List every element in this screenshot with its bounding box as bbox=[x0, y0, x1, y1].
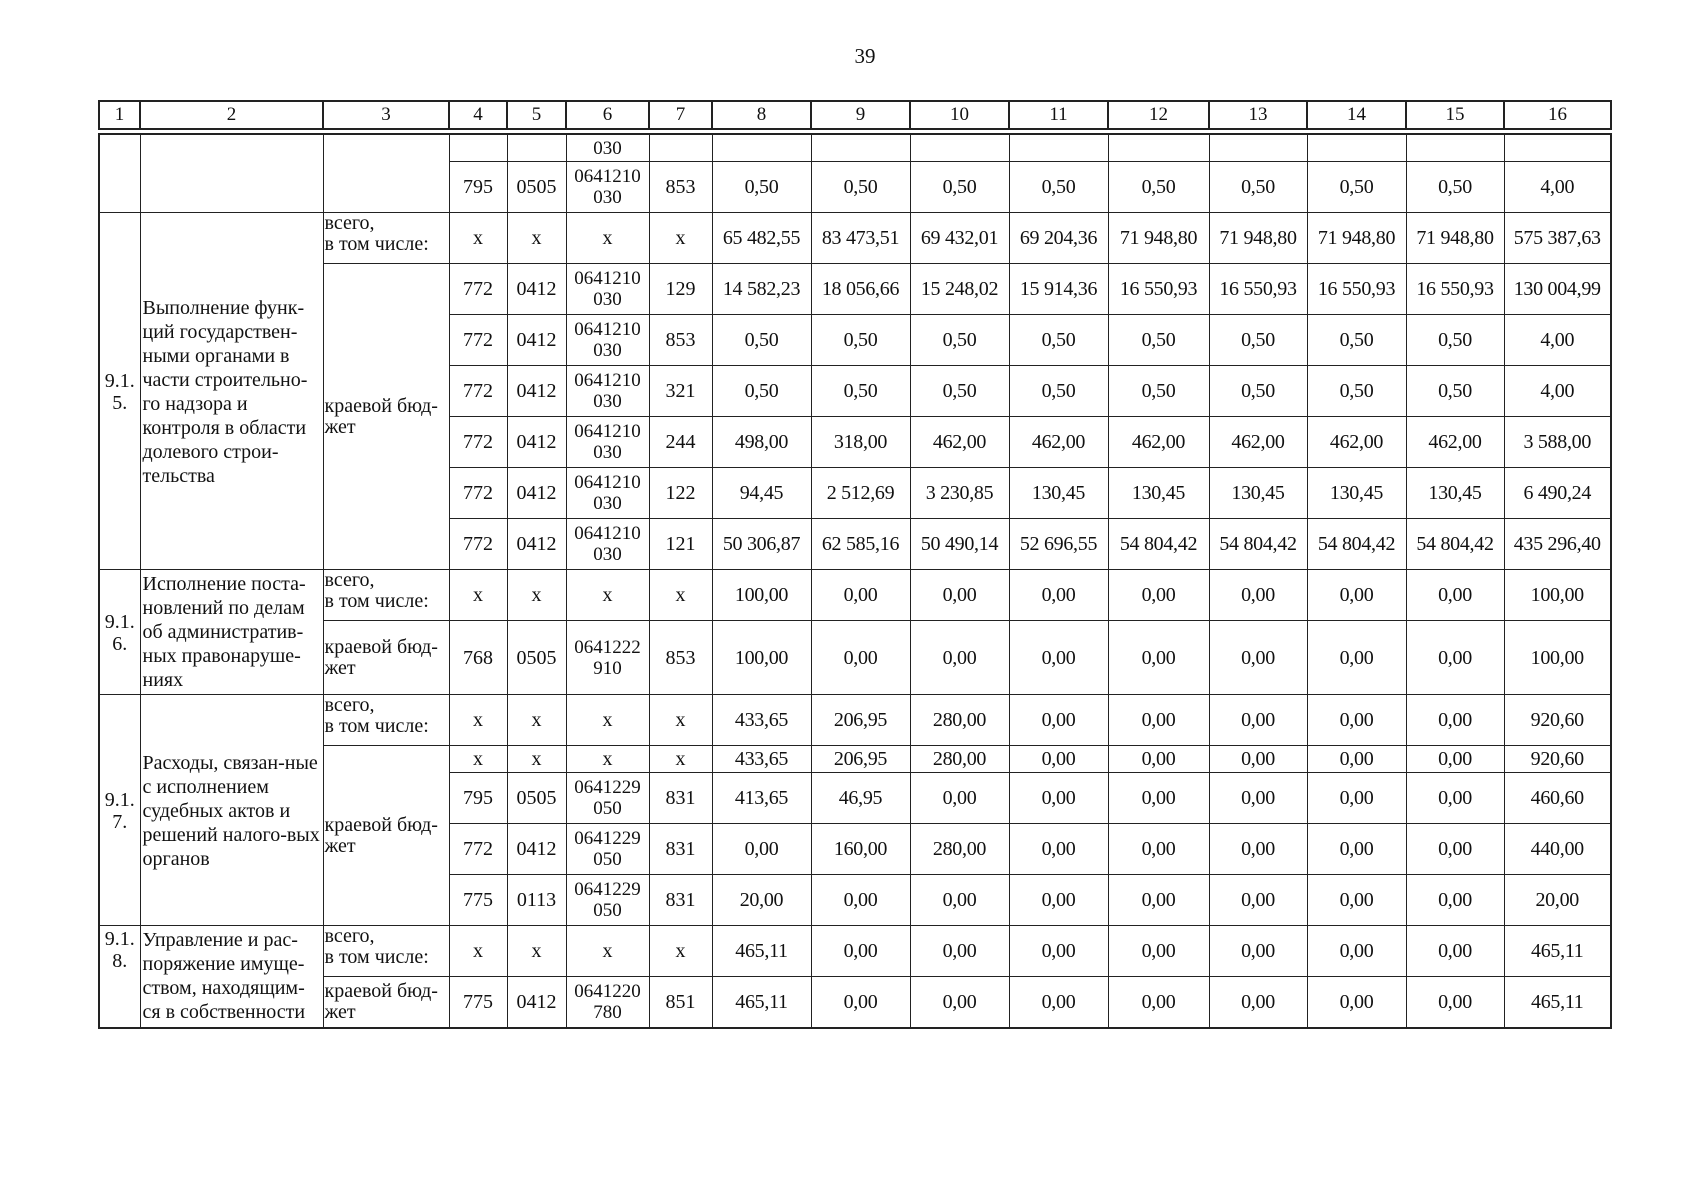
budget-table bbox=[98, 133, 1612, 1029]
section-code-cell: 0412 bbox=[507, 366, 566, 417]
value-cell: 16 550,93 bbox=[1209, 264, 1307, 315]
table-row bbox=[99, 621, 1611, 695]
value-cell: 160,00 bbox=[811, 824, 910, 875]
funding-total-label bbox=[323, 570, 449, 621]
value-cell: 462,00 bbox=[1209, 417, 1307, 468]
value-cell: 498,00 bbox=[712, 417, 811, 468]
value-cell: 16 550,93 bbox=[1406, 264, 1504, 315]
value-cell: 0,00 bbox=[1009, 621, 1108, 695]
value-cell: 465,11 bbox=[1504, 926, 1611, 977]
value-cell: 0,00 bbox=[1406, 695, 1504, 746]
value-cell: 465,11 bbox=[1504, 977, 1611, 1029]
section-code-cell: 0412 bbox=[507, 417, 566, 468]
value-cell: 462,00 bbox=[1108, 417, 1209, 468]
value-cell: 462,00 bbox=[1307, 417, 1406, 468]
value-cell: 0,00 bbox=[1009, 746, 1108, 773]
table-row bbox=[99, 134, 1611, 162]
value-cell: 0,00 bbox=[1108, 824, 1209, 875]
value-cell: 0,00 bbox=[1009, 977, 1108, 1029]
value-cell: 52 696,55 bbox=[1009, 519, 1108, 570]
value-cell: 54 804,42 bbox=[1209, 519, 1307, 570]
target-code-cell: 0641229 050 bbox=[566, 824, 649, 875]
header-col: 13 bbox=[1209, 101, 1307, 129]
value-cell: 0,50 bbox=[811, 315, 910, 366]
value-cell: 0,00 bbox=[1406, 875, 1504, 926]
value-cell: 4,00 bbox=[1504, 315, 1611, 366]
value-cell: 280,00 bbox=[910, 695, 1009, 746]
value-cell: 440,00 bbox=[1504, 824, 1611, 875]
value-cell: 0,50 bbox=[811, 366, 910, 417]
value-cell: 54 804,42 bbox=[1307, 519, 1406, 570]
value-cell: 0,50 bbox=[811, 162, 910, 213]
value-cell: 0,00 bbox=[1209, 695, 1307, 746]
value-cell: 0,00 bbox=[1009, 570, 1108, 621]
header-col: 15 bbox=[1406, 101, 1504, 129]
target-code-cell: 0641210 030 bbox=[566, 264, 649, 315]
funding-source: краевой бюд-жет bbox=[323, 621, 449, 695]
value-cell: 83 473,51 bbox=[811, 213, 910, 264]
x-cell: x bbox=[566, 570, 649, 621]
expense-type-cell: 831 bbox=[649, 773, 712, 824]
section-code-cell: 0412 bbox=[507, 264, 566, 315]
header-col: 6 bbox=[566, 101, 649, 129]
value-cell: 0,00 bbox=[1406, 824, 1504, 875]
header-col: 5 bbox=[507, 101, 566, 129]
value-cell: 0,50 bbox=[1009, 315, 1108, 366]
value-cell: 0,50 bbox=[1108, 366, 1209, 417]
value-cell: 0,50 bbox=[1209, 162, 1307, 213]
section-code-cell: 0412 bbox=[507, 977, 566, 1029]
value-cell: 0,50 bbox=[712, 315, 811, 366]
x-cell: x bbox=[507, 213, 566, 264]
value-cell: 0,00 bbox=[1108, 621, 1209, 695]
cell bbox=[1504, 134, 1611, 162]
value-cell: 0,00 bbox=[811, 875, 910, 926]
total-word: всего, bbox=[324, 925, 375, 947]
value-cell: 0,00 bbox=[910, 926, 1009, 977]
value-cell: 130,45 bbox=[1406, 468, 1504, 519]
admin-code-cell: 772 bbox=[449, 519, 507, 570]
header-col: 16 bbox=[1504, 101, 1611, 129]
value-cell: 0,00 bbox=[1009, 875, 1108, 926]
incl-word: в том числе: bbox=[324, 590, 429, 612]
cell bbox=[1009, 134, 1108, 162]
value-cell: 69 432,01 bbox=[910, 213, 1009, 264]
value-cell: 0,00 bbox=[910, 977, 1009, 1029]
expense-type-cell: 831 bbox=[649, 824, 712, 875]
table-row bbox=[99, 695, 1611, 746]
admin-code-cell: 775 bbox=[449, 977, 507, 1029]
value-cell: 94,45 bbox=[712, 468, 811, 519]
value-cell: 100,00 bbox=[712, 570, 811, 621]
value-cell: 0,00 bbox=[1406, 926, 1504, 977]
value-cell: 71 948,80 bbox=[1209, 213, 1307, 264]
section-code-cell: 0412 bbox=[507, 468, 566, 519]
section-code-cell: 0505 bbox=[507, 621, 566, 695]
target-code-cell: 0641222 910 bbox=[566, 621, 649, 695]
total-word: всего, bbox=[324, 694, 375, 716]
x-cell: x bbox=[649, 926, 712, 977]
header-col: 4 bbox=[449, 101, 507, 129]
value-cell: 50 490,14 bbox=[910, 519, 1009, 570]
value-cell: 0,00 bbox=[1209, 926, 1307, 977]
value-cell: 0,00 bbox=[1307, 621, 1406, 695]
value-cell: 0,00 bbox=[1307, 824, 1406, 875]
value-cell: 0,00 bbox=[1009, 695, 1108, 746]
table-row bbox=[99, 977, 1611, 1029]
value-cell: 0,50 bbox=[712, 366, 811, 417]
value-cell: 280,00 bbox=[910, 746, 1009, 773]
value-cell: 920,60 bbox=[1504, 695, 1611, 746]
value-cell: 0,50 bbox=[910, 366, 1009, 417]
value-cell: 0,00 bbox=[1108, 977, 1209, 1029]
value-cell: 280,00 bbox=[910, 824, 1009, 875]
value-cell: 130,45 bbox=[1307, 468, 1406, 519]
admin-code-cell: 768 bbox=[449, 621, 507, 695]
value-cell: 14 582,23 bbox=[712, 264, 811, 315]
incl-word: в том числе: bbox=[324, 233, 429, 255]
value-cell: 0,00 bbox=[1307, 570, 1406, 621]
x-cell: x bbox=[507, 695, 566, 746]
expense-type-cell: 121 bbox=[649, 519, 712, 570]
x-cell: x bbox=[449, 213, 507, 264]
header-col: 9 bbox=[811, 101, 910, 129]
cell bbox=[1406, 134, 1504, 162]
value-cell: 69 204,36 bbox=[1009, 213, 1108, 264]
value-cell: 0,50 bbox=[1307, 366, 1406, 417]
value-cell: 62 585,16 bbox=[811, 519, 910, 570]
expense-type-cell: 321 bbox=[649, 366, 712, 417]
item-name: Выполнение функ-ций государствен-ными органами в части строительно-го надзора и контроля в области долевого строи-тельства bbox=[140, 213, 323, 570]
value-cell: 0,50 bbox=[1406, 366, 1504, 417]
value-cell: 0,50 bbox=[1209, 315, 1307, 366]
expense-type-cell: 122 bbox=[649, 468, 712, 519]
admin-code-cell: 772 bbox=[449, 824, 507, 875]
value-cell: 0,50 bbox=[1209, 366, 1307, 417]
target-code-cell: 0641210 030 bbox=[566, 366, 649, 417]
cell bbox=[649, 134, 712, 162]
value-cell: 100,00 bbox=[1504, 570, 1611, 621]
x-cell: x bbox=[566, 695, 649, 746]
admin-code-cell: 795 bbox=[449, 162, 507, 213]
admin-code-cell: 772 bbox=[449, 468, 507, 519]
value-cell: 0,00 bbox=[1209, 977, 1307, 1029]
target-code-cell: 0641210 030 bbox=[566, 315, 649, 366]
total-word: всего, bbox=[324, 569, 375, 591]
value-cell: 462,00 bbox=[1406, 417, 1504, 468]
value-cell: 0,00 bbox=[1209, 773, 1307, 824]
header-col: 1 bbox=[99, 101, 140, 129]
value-cell: 71 948,80 bbox=[1108, 213, 1209, 264]
target-code-cell: 0641229 050 bbox=[566, 875, 649, 926]
value-cell: 0,00 bbox=[910, 773, 1009, 824]
value-cell: 0,50 bbox=[910, 162, 1009, 213]
value-cell: 462,00 bbox=[1009, 417, 1108, 468]
value-cell: 54 804,42 bbox=[1108, 519, 1209, 570]
value-cell: 130,45 bbox=[1108, 468, 1209, 519]
value-cell: 0,50 bbox=[1108, 162, 1209, 213]
item-number: 9.1. 8. bbox=[99, 926, 140, 1029]
value-cell: 0,00 bbox=[1406, 621, 1504, 695]
value-cell: 0,00 bbox=[1108, 773, 1209, 824]
funding-total-label bbox=[323, 213, 449, 264]
value-cell: 3 588,00 bbox=[1504, 417, 1611, 468]
cell bbox=[1108, 134, 1209, 162]
value-cell: 0,00 bbox=[910, 621, 1009, 695]
total-word: всего, bbox=[324, 212, 375, 234]
table-row bbox=[99, 264, 1611, 315]
x-cell: x bbox=[649, 695, 712, 746]
value-cell: 0,00 bbox=[1406, 977, 1504, 1029]
funding-source: краевой бюд-жет bbox=[323, 264, 449, 570]
funding-source: краевой бюд-жет bbox=[323, 977, 449, 1029]
admin-code-cell: 772 bbox=[449, 315, 507, 366]
funding-total-label bbox=[323, 695, 449, 746]
value-cell: 3 230,85 bbox=[910, 468, 1009, 519]
value-cell: 0,00 bbox=[1009, 824, 1108, 875]
value-cell: 433,65 bbox=[712, 746, 811, 773]
value-cell: 15 914,36 bbox=[1009, 264, 1108, 315]
x-cell: x bbox=[449, 926, 507, 977]
value-cell: 433,65 bbox=[712, 695, 811, 746]
value-cell: 0,00 bbox=[1209, 570, 1307, 621]
value-cell: 0,00 bbox=[1108, 695, 1209, 746]
value-cell: 4,00 bbox=[1504, 366, 1611, 417]
value-cell: 0,00 bbox=[1108, 926, 1209, 977]
x-cell: x bbox=[449, 746, 507, 773]
cell bbox=[449, 134, 507, 162]
page-number: 39 bbox=[854, 44, 876, 68]
admin-code-cell: 772 bbox=[449, 366, 507, 417]
value-cell: 0,00 bbox=[811, 977, 910, 1029]
value-cell: 0,50 bbox=[1406, 162, 1504, 213]
expense-type-cell: 244 bbox=[649, 417, 712, 468]
value-cell: 0,00 bbox=[1406, 773, 1504, 824]
value-cell: 0,00 bbox=[1307, 926, 1406, 977]
target-code-cell: 0641229 050 bbox=[566, 773, 649, 824]
table-row bbox=[99, 570, 1611, 621]
value-cell: 0,00 bbox=[1009, 926, 1108, 977]
value-cell: 100,00 bbox=[712, 621, 811, 695]
value-cell: 71 948,80 bbox=[1406, 213, 1504, 264]
header-col: 3 bbox=[323, 101, 449, 129]
value-cell: 0,50 bbox=[1307, 162, 1406, 213]
cell bbox=[910, 134, 1009, 162]
value-cell: 2 512,69 bbox=[811, 468, 910, 519]
funding-source: краевой бюд-жет bbox=[323, 746, 449, 926]
value-cell: 462,00 bbox=[910, 417, 1009, 468]
section-code-cell: 0412 bbox=[507, 519, 566, 570]
value-cell: 318,00 bbox=[811, 417, 910, 468]
admin-code-cell: 775 bbox=[449, 875, 507, 926]
funding-source bbox=[323, 134, 449, 213]
cell bbox=[712, 134, 811, 162]
value-cell: 0,50 bbox=[1406, 315, 1504, 366]
value-cell: 4,00 bbox=[1504, 162, 1611, 213]
value-cell: 0,50 bbox=[1009, 366, 1108, 417]
value-cell: 0,00 bbox=[1209, 621, 1307, 695]
value-cell: 0,00 bbox=[811, 570, 910, 621]
admin-code-cell: 772 bbox=[449, 264, 507, 315]
value-cell: 413,65 bbox=[712, 773, 811, 824]
value-cell: 46,95 bbox=[811, 773, 910, 824]
value-cell: 0,50 bbox=[1009, 162, 1108, 213]
expense-type-cell: 853 bbox=[649, 162, 712, 213]
table-row bbox=[99, 746, 1611, 773]
value-cell: 0,00 bbox=[1108, 746, 1209, 773]
x-cell: x bbox=[449, 570, 507, 621]
value-cell: 0,00 bbox=[1307, 746, 1406, 773]
incl-word: в том числе: bbox=[324, 946, 429, 968]
item-name: Управление и рас-поряжение имуще-ством, находящим-ся в собственности bbox=[140, 926, 323, 1029]
value-cell: 0,00 bbox=[1307, 875, 1406, 926]
header-col: 7 bbox=[649, 101, 712, 129]
value-cell: 465,11 bbox=[712, 977, 811, 1029]
expense-type-cell: 853 bbox=[649, 621, 712, 695]
code-cell: 030 bbox=[566, 134, 649, 162]
header-col: 8 bbox=[712, 101, 811, 129]
target-code-cell: 0641210 030 bbox=[566, 417, 649, 468]
value-cell: 0,00 bbox=[1108, 570, 1209, 621]
header-col: 11 bbox=[1009, 101, 1108, 129]
x-cell: x bbox=[507, 926, 566, 977]
value-cell: 20,00 bbox=[1504, 875, 1611, 926]
value-cell: 0,00 bbox=[1307, 695, 1406, 746]
value-cell: 0,00 bbox=[1209, 875, 1307, 926]
value-cell: 0,50 bbox=[712, 162, 811, 213]
header-col: 12 bbox=[1108, 101, 1209, 129]
cell bbox=[1307, 134, 1406, 162]
value-cell: 0,00 bbox=[1009, 773, 1108, 824]
x-cell: x bbox=[649, 213, 712, 264]
value-cell: 0,00 bbox=[910, 570, 1009, 621]
value-cell: 20,00 bbox=[712, 875, 811, 926]
value-cell: 54 804,42 bbox=[1406, 519, 1504, 570]
value-cell: 16 550,93 bbox=[1307, 264, 1406, 315]
value-cell: 0,00 bbox=[1406, 570, 1504, 621]
funding-total-label bbox=[323, 926, 449, 977]
value-cell: 130,45 bbox=[1209, 468, 1307, 519]
value-cell: 16 550,93 bbox=[1108, 264, 1209, 315]
item-name: Исполнение поста-новлений по делам об административ-ных правонаруше-ниях bbox=[140, 570, 323, 695]
expense-type-cell: 853 bbox=[649, 315, 712, 366]
cell bbox=[507, 134, 566, 162]
x-cell: x bbox=[449, 695, 507, 746]
section-code-cell: 0412 bbox=[507, 315, 566, 366]
value-cell: 100,00 bbox=[1504, 621, 1611, 695]
value-cell: 0,50 bbox=[1108, 315, 1209, 366]
item-number: 9.1. 5. bbox=[99, 213, 140, 570]
admin-code-cell: 795 bbox=[449, 773, 507, 824]
table-row bbox=[99, 926, 1611, 977]
section-code-cell: 0412 bbox=[507, 824, 566, 875]
value-cell: 0,00 bbox=[712, 824, 811, 875]
value-cell: 0,00 bbox=[811, 926, 910, 977]
value-cell: 0,00 bbox=[1209, 824, 1307, 875]
admin-code-cell: 772 bbox=[449, 417, 507, 468]
value-cell: 71 948,80 bbox=[1307, 213, 1406, 264]
item-name bbox=[140, 134, 323, 213]
x-cell: x bbox=[566, 213, 649, 264]
value-cell: 920,60 bbox=[1504, 746, 1611, 773]
value-cell: 0,00 bbox=[811, 621, 910, 695]
value-cell: 65 482,55 bbox=[712, 213, 811, 264]
value-cell: 15 248,02 bbox=[910, 264, 1009, 315]
x-cell: x bbox=[649, 570, 712, 621]
header-col: 14 bbox=[1307, 101, 1406, 129]
x-cell: x bbox=[566, 926, 649, 977]
value-cell: 130,45 bbox=[1009, 468, 1108, 519]
expense-type-cell: 851 bbox=[649, 977, 712, 1029]
target-code-cell: 0641220 780 bbox=[566, 977, 649, 1029]
target-code-cell: 0641210 030 bbox=[566, 519, 649, 570]
section-code-cell: 0505 bbox=[507, 773, 566, 824]
value-cell: 435 296,40 bbox=[1504, 519, 1611, 570]
value-cell: 0,00 bbox=[1307, 977, 1406, 1029]
value-cell: 0,00 bbox=[1209, 746, 1307, 773]
x-cell: x bbox=[507, 570, 566, 621]
value-cell: 130 004,99 bbox=[1504, 264, 1611, 315]
cell bbox=[1209, 134, 1307, 162]
x-cell: x bbox=[566, 746, 649, 773]
value-cell: 6 490,24 bbox=[1504, 468, 1611, 519]
item-name: Расходы, связан-ные с исполнением судебных актов и решений налого-вых органов bbox=[140, 695, 323, 926]
value-cell: 0,00 bbox=[1406, 746, 1504, 773]
expense-type-cell: 831 bbox=[649, 875, 712, 926]
item-number bbox=[99, 134, 140, 213]
value-cell: 206,95 bbox=[811, 695, 910, 746]
x-cell: x bbox=[649, 746, 712, 773]
section-code-cell: 0505 bbox=[507, 162, 566, 213]
value-cell: 50 306,87 bbox=[712, 519, 811, 570]
value-cell: 465,11 bbox=[712, 926, 811, 977]
expense-type-cell: 129 bbox=[649, 264, 712, 315]
value-cell: 206,95 bbox=[811, 746, 910, 773]
section-code-cell: 0113 bbox=[507, 875, 566, 926]
table-row bbox=[99, 213, 1611, 264]
header-col: 2 bbox=[140, 101, 323, 129]
incl-word: в том числе: bbox=[324, 715, 429, 737]
header-col: 10 bbox=[910, 101, 1009, 129]
value-cell: 460,60 bbox=[1504, 773, 1611, 824]
cell bbox=[811, 134, 910, 162]
item-number: 9.1. 7. bbox=[99, 695, 140, 926]
value-cell: 575 387,63 bbox=[1504, 213, 1611, 264]
value-cell: 18 056,66 bbox=[811, 264, 910, 315]
value-cell: 0,50 bbox=[910, 315, 1009, 366]
value-cell: 0,00 bbox=[1307, 773, 1406, 824]
item-number: 9.1. 6. bbox=[99, 570, 140, 695]
value-cell: 0,00 bbox=[910, 875, 1009, 926]
x-cell: x bbox=[507, 746, 566, 773]
target-code-cell: 0641210 030 bbox=[566, 162, 649, 213]
column-number-header bbox=[98, 100, 1612, 130]
value-cell: 0,50 bbox=[1307, 315, 1406, 366]
target-code-cell: 0641210 030 bbox=[566, 468, 649, 519]
value-cell: 0,00 bbox=[1108, 875, 1209, 926]
